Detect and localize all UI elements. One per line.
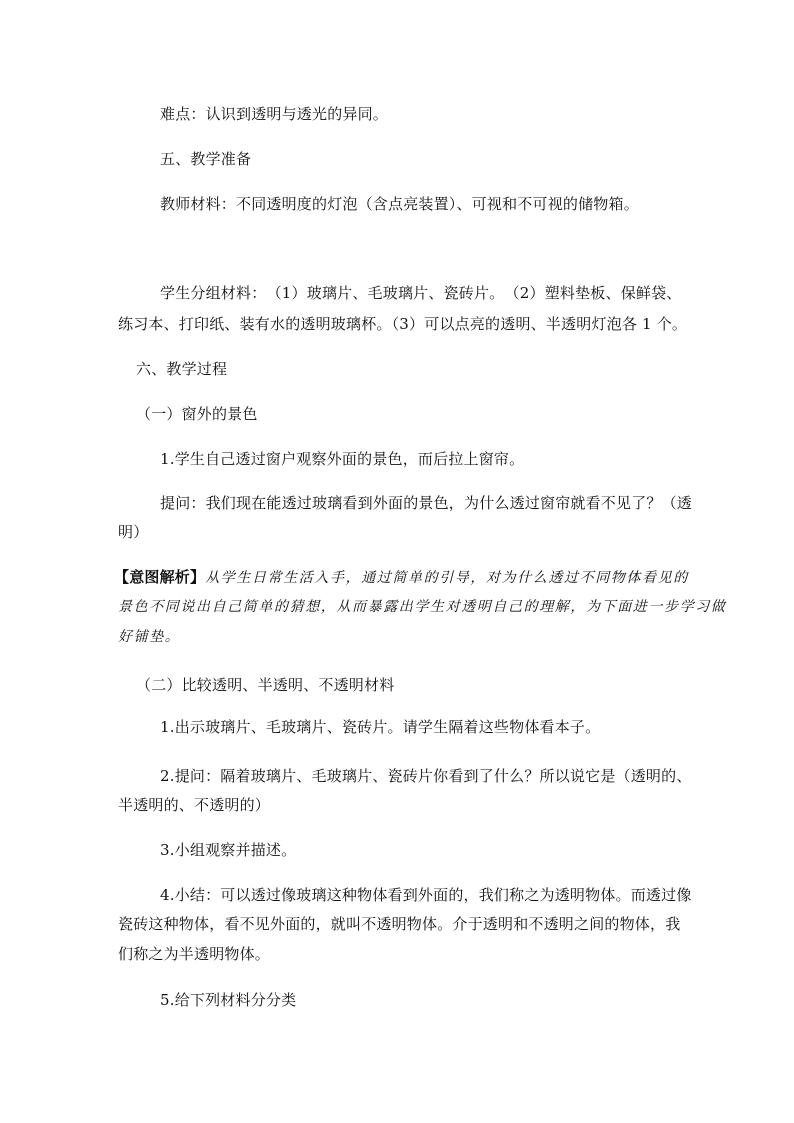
- section5-title: 五、教学准备: [160, 150, 252, 168]
- part1-step1: 1.学生自己透过窗户观察外面的景色，而后拉上窗帘。: [160, 450, 525, 468]
- student-materials-line1: 学生分组材料： （1）玻璃片、毛玻璃片、瓷砖片。 （2）塑料垫板、保鲜袋、: [160, 284, 682, 302]
- teacher-materials-text: 教师材料：不同透明度的灯泡（含点亮装置）、可视和不可视的储物箱。: [160, 195, 639, 213]
- part2-step4-line3: 们称之为半透明物体。: [118, 945, 271, 963]
- analysis-line1: [114, 567, 689, 588]
- difficulty-text: 难点：认识到透明与透光的异同。: [160, 105, 389, 123]
- part2-step2-line2: 半透明的、不透明的）: [118, 796, 271, 814]
- part2-title: （二）比较透明、半透明、不透明材料: [136, 676, 395, 694]
- part2-step2-line1: 2.提问：隔着玻璃片、毛玻璃片、瓷砖片你看到了什么？所以说它是（透明的、: [160, 767, 692, 785]
- part2-step5: 5.给下列材料分分类: [160, 991, 297, 1009]
- analysis-label: 【意图解析】: [114, 568, 206, 586]
- part1-question-line2: 明）: [118, 523, 149, 541]
- part2-step4-line2: 瓷砖这种物体，看不见外面的，就叫不透明物体。介于透明和不透明之间的物体，我: [118, 915, 681, 933]
- section6-title: 六、教学过程: [136, 360, 228, 378]
- analysis-text-line1: 从学生日常生活入手，通过简单的引导，对为什么透过不同物体看见的: [205, 570, 689, 586]
- student-materials-line2: 练习本、打印纸、装有水的透明玻璃杯。（3）可以点亮的透明、半透明灯泡各 1 个。: [118, 315, 688, 333]
- part2-step1: 1.出示玻璃片、毛玻璃片、瓷砖片。请学生隔着这些物体看本子。: [160, 718, 601, 736]
- part1-question-line1: 提问：我们现在能透过玻璃看到外面的景色，为什么透过窗帘就看不见了？（透: [160, 494, 693, 512]
- part2-step4-line1: 4.小结：可以透过像玻璃这种物体看到外面的，我们称之为透明物体。而透过像: [160, 886, 692, 904]
- part1-title: （一）窗外的景色: [136, 405, 258, 423]
- analysis-line2: 景色不同说出自己简单的猜想，从而暴露出学生对透明自己的理解，为下面进一步学习做: [118, 599, 727, 615]
- analysis-line3: 好铺垫。: [118, 629, 181, 645]
- part2-step3: 3.小组观察并描述。: [160, 841, 297, 859]
